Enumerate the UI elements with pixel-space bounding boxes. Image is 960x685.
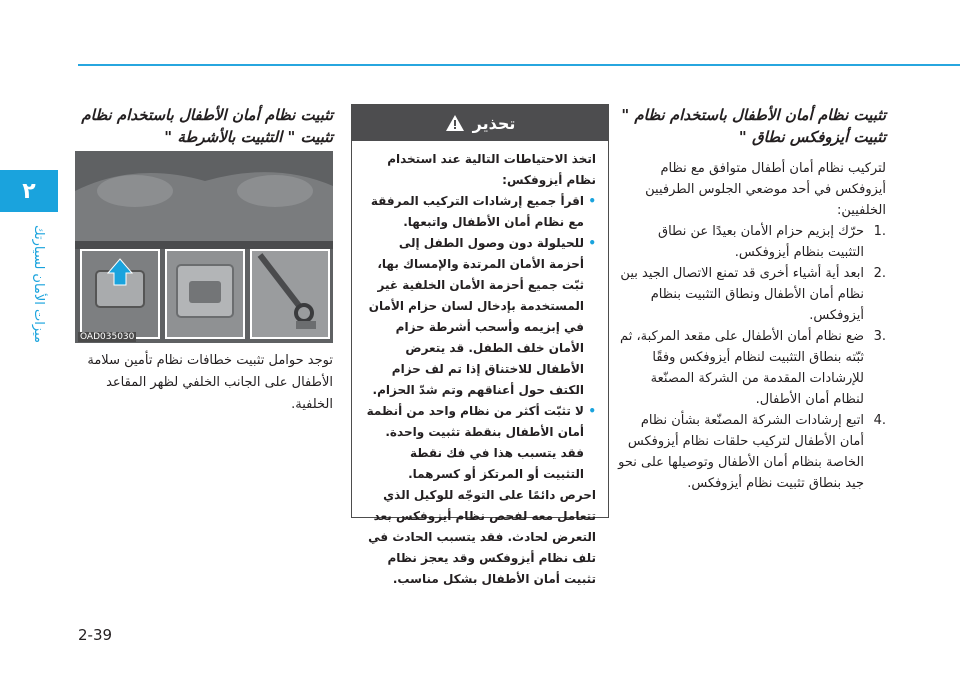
list-item: • اقرأ جميع إرشادات التركيب المرفقة مع نظام أمان الأطفال واتبعها. bbox=[370, 194, 596, 229]
list-item: • للحيلولة دون وصول الطفل إلى أحزمة الأمان المرتدة والإمساك بها، ثبّت جميع أحزمة الأمان الخلفية غير المستخدمة بإدخال لسان حزام الأمان في إبزيمه وأسحب أشرطة حزام الأمان خلف الطفل. قد يتعرض الأطفال للاختناق إذا تم لف حزام الكتف حول أعناقهم وتم شدّ الحزام. bbox=[368, 236, 596, 397]
chapter-title: ميزات الأمان لسيارتك bbox=[31, 225, 46, 343]
warning-body bbox=[352, 141, 608, 590]
steps-list bbox=[618, 221, 886, 494]
warning-lead: اتخذ الاحتياطات التالية عند استخدام نظام أيزوفكس: bbox=[387, 152, 596, 187]
image-caption: توجد حوامل تثبيت خطافات نظام تأمين سلامة الأطفال على الجانب الخلفي لظهر المقاعد الخلفية. bbox=[87, 353, 333, 412]
list-item: .3 ضع نظام أمان الأطفال على مقعد المركبة، ثم ثبّته بنطاق التثبيت لنظام أيزوفكس وفقًا للإرشادات المقدمة من الشركة المصنّعة لنظام أمان الأطفال. bbox=[620, 329, 886, 407]
chapter-tab[interactable]: ٢ bbox=[0, 170, 58, 212]
warning-list bbox=[366, 191, 596, 485]
section-heading-isofix: تثبيت نظام أمان الأطفال باستخدام نظام " تثبيت أيزوفكس نطاق " bbox=[621, 106, 886, 146]
warning-title: تحذير bbox=[472, 113, 516, 133]
left-column bbox=[75, 104, 333, 158]
warning-icon bbox=[445, 114, 465, 132]
inset-anchor-cover bbox=[80, 249, 160, 339]
right-column bbox=[618, 104, 886, 494]
section-heading-tether: تثبيت نظام أمان الأطفال باستخدام نظام تثبيت " التثبيت بالأشرطة " bbox=[81, 106, 333, 146]
anchor-cover-icon bbox=[82, 251, 158, 337]
inset-anchor-open bbox=[165, 249, 245, 339]
list-item: • لا تثبّت أكثر من نظام واحد من أنظمة أمان الأطفال بنقطة تثبيت واحدة. فقد يتسبب هذا في فك نقطة التثبيت أو المرتكز أو كسرهما. bbox=[366, 404, 596, 481]
page-number: 2-39 bbox=[78, 626, 113, 644]
intro-text: لتركيب نظام أمان أطفال متوافق مع نظام أيزوفكس في أحد موضعي الجلوس الطرفيين الخلفيين: bbox=[645, 161, 886, 218]
warning-header bbox=[352, 105, 608, 141]
anchor-bracket-icon bbox=[167, 251, 243, 337]
header-rule bbox=[78, 64, 960, 66]
inset-tether-hook bbox=[250, 249, 330, 339]
tether-hook-icon bbox=[252, 251, 328, 337]
list-item: .4 اتبع إرشادات الشركة المصنّعة بشأن نظام أمان الأطفال لتركيب حلقات نظام أيزوفكس الخاصة بنظام أمان الأطفال وتوصيلها على نحو جيد بنطاق تثبيت نظام أيزوفكس. bbox=[618, 413, 886, 491]
warning-closing: احرص دائمًا على التوجّه للوكيل الذي تتعامل معه لفحص نظام أيزوفكس بعد التعرض لحادث. فقد يتسبب الحادث في تلف نظام أيزوفكس وقد يعجز نظام تثبيت أمان الأطفال بشكل مناسب. bbox=[368, 488, 596, 586]
warning-box bbox=[351, 104, 609, 586]
list-item: .2 ابعد أية أشياء أخرى قد تمنع الاتصال الجيد بين نظام أمان الأطفال ونطاق التثبيت بنظام أيزوفكس. bbox=[620, 266, 886, 323]
image-code: OAD035030 bbox=[80, 332, 135, 342]
list-item: .1 حرّك إبزيم حزام الأمان بعيدًا عن نطاق التثبيت بنظام أيزوفكس. bbox=[658, 224, 886, 260]
